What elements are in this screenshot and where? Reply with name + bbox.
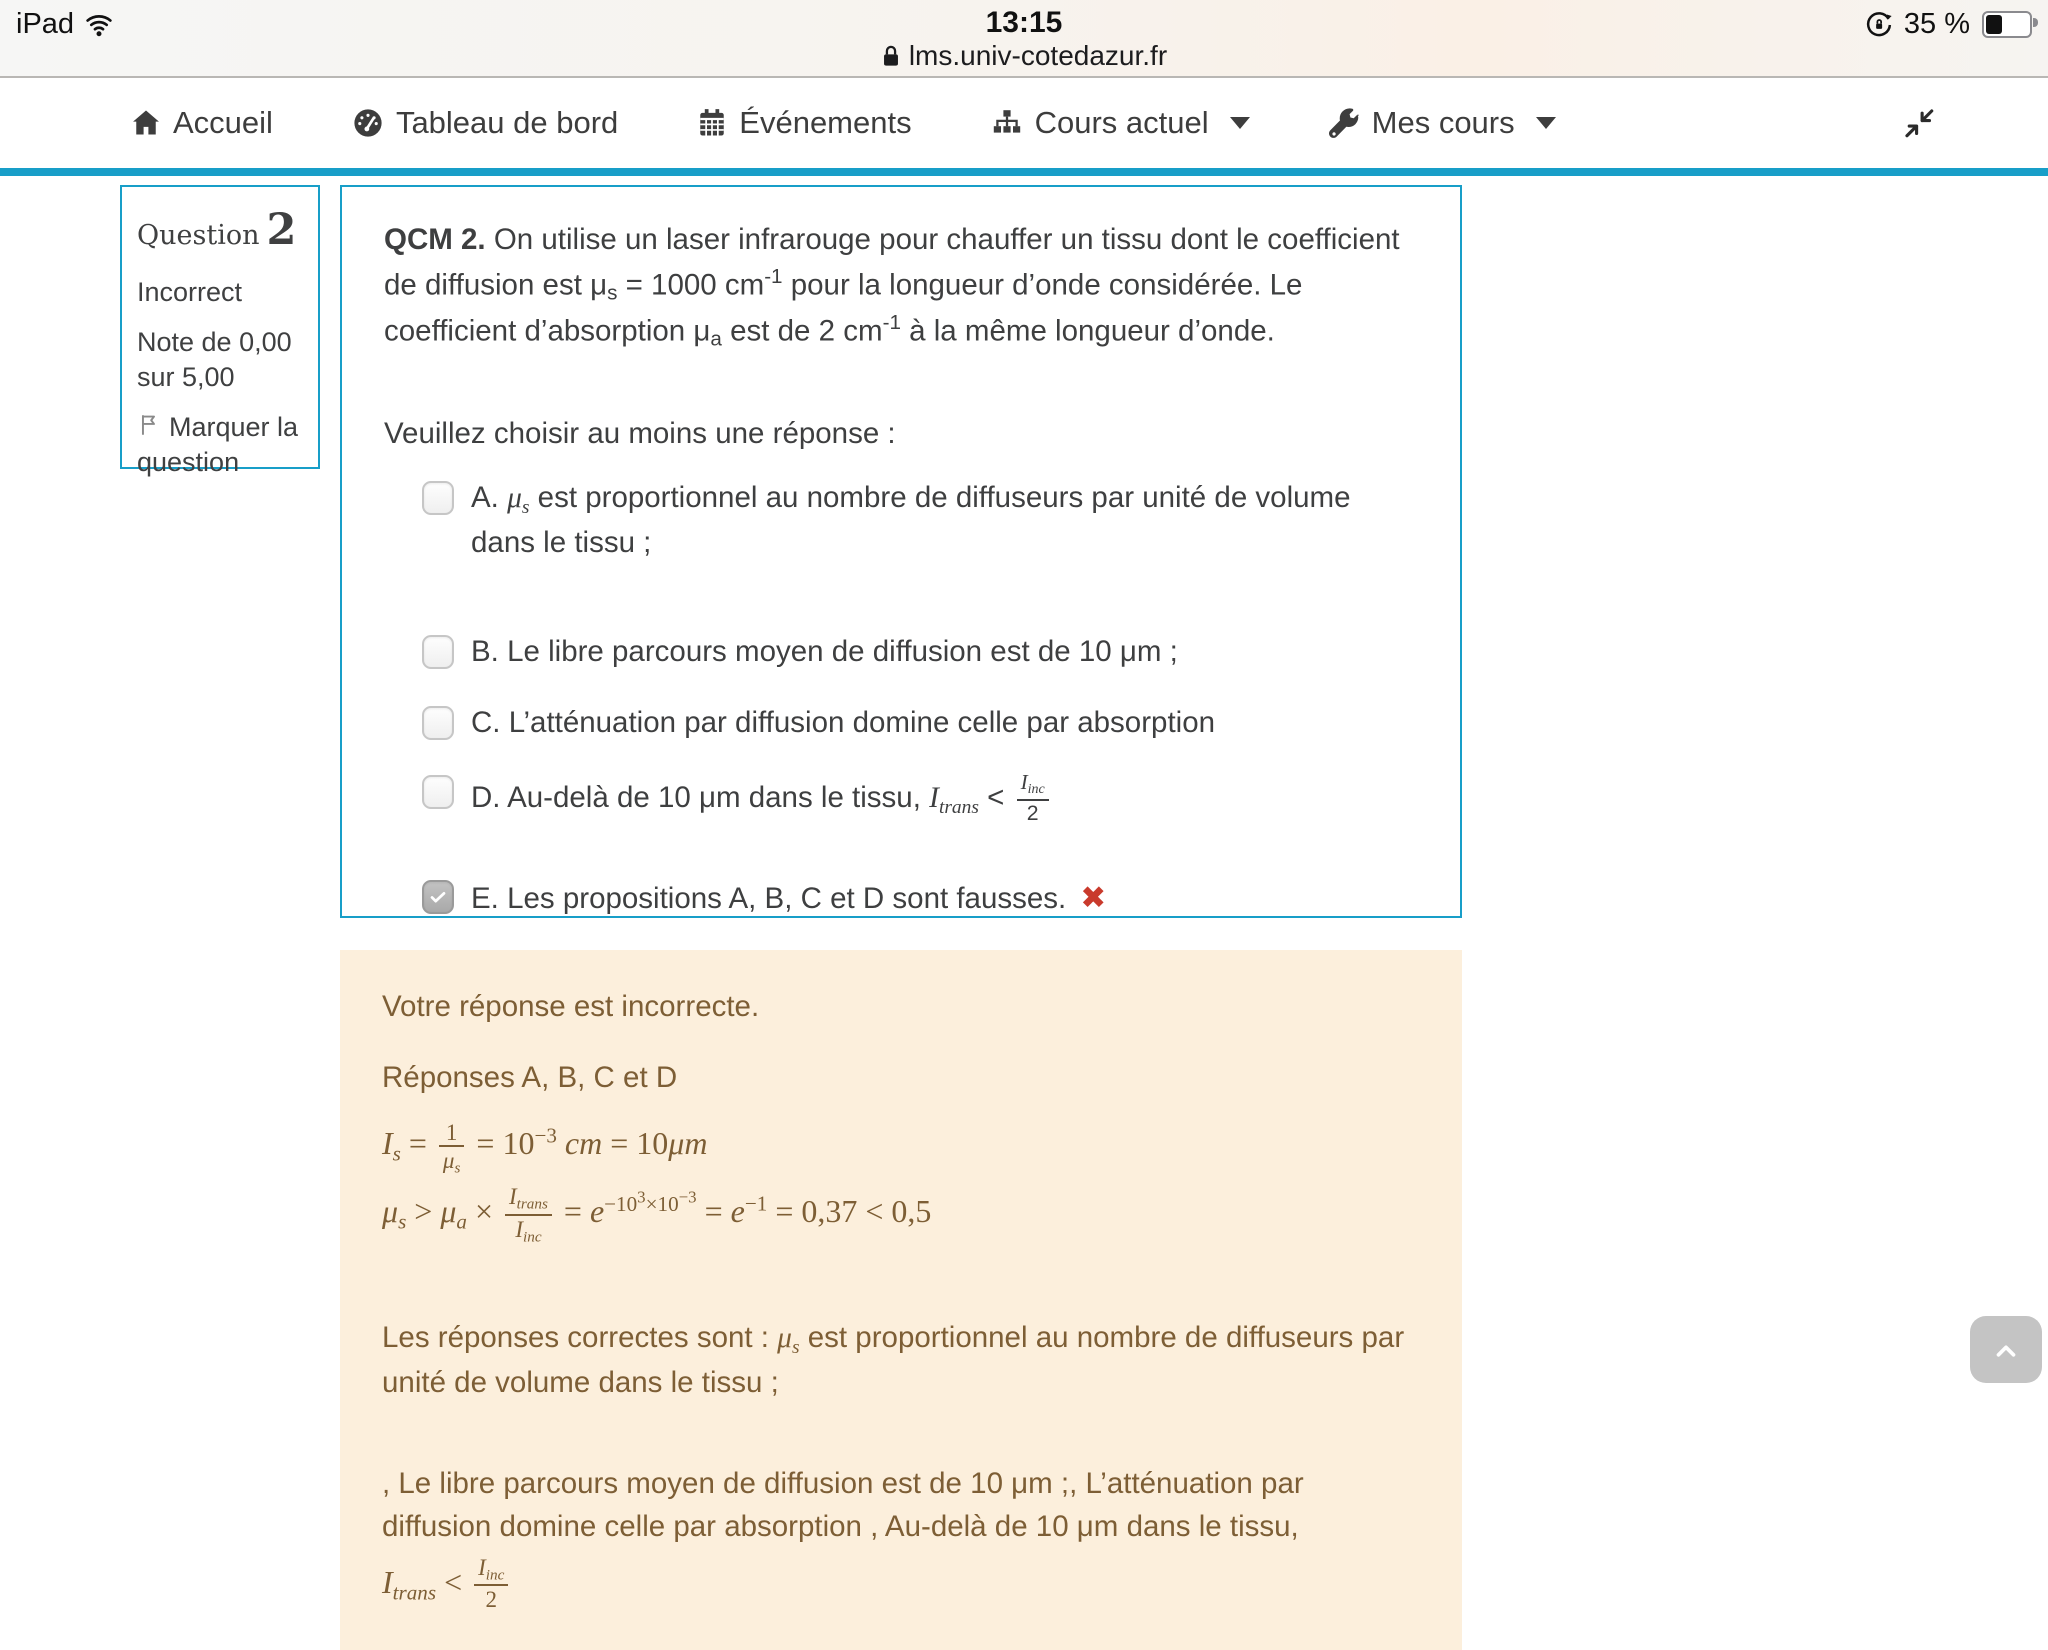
option-a-label: A. μs est proportionnel au nombre de diffuseurs par unité de volume dans le tissu ;: [471, 481, 1351, 560]
option-a[interactable]: [422, 477, 1418, 565]
option-e[interactable]: [422, 876, 1418, 921]
sitemap-icon: [990, 107, 1024, 139]
option-d[interactable]: [422, 771, 1418, 824]
question-card: [340, 185, 1462, 918]
option-e-label: E. Les propositions A, B, C et D sont fausses. ✖: [471, 879, 1107, 915]
address-bar[interactable]: [0, 40, 2048, 72]
calendar-icon: [696, 106, 728, 140]
dashboard-icon: [351, 106, 385, 140]
option-b-label: B. Le libre parcours moyen de diffusion est de 10 μm ;: [471, 635, 1178, 669]
question-number: Question 2: [137, 205, 297, 255]
lock-icon: [881, 44, 901, 68]
accent-divider: [0, 168, 2048, 176]
option-d-checkbox[interactable]: [422, 775, 454, 809]
chevron-down-icon: [1230, 117, 1250, 129]
nav-label: Événements: [739, 105, 912, 140]
answer-prompt: Veuillez choisir au moins une réponse :: [384, 416, 896, 450]
nav-item-tableau-de-bord[interactable]: [351, 105, 618, 141]
nav-item-cours-actuel[interactable]: [990, 105, 1250, 141]
rotation-lock-icon: [1864, 10, 1894, 40]
option-a-checkbox[interactable]: [422, 481, 454, 515]
battery-fill: [1986, 15, 2002, 34]
question-state: Incorrect: [137, 276, 243, 307]
feedback-answers-line: Réponses A, B, C et D: [382, 1060, 678, 1094]
battery-icon: [1982, 11, 2032, 38]
main-nav: [0, 78, 2048, 168]
feedback-formula-1: Is = $\frac{1}{\mu s}$ = $10^{-3}$ cm = 10μm: [382, 1118, 708, 1177]
option-c[interactable]: [422, 702, 1418, 745]
status-right: [1864, 8, 2032, 41]
flag-question-link[interactable]: Marquer la question: [137, 412, 299, 478]
option-b[interactable]: [422, 631, 1418, 674]
feedback-formula-2: μs > μa × $\frac{\text{Itrans}}{\text{Iinc}}$ = $e^{-10^3\times 10^{-3}} = e^{-1} = 0,37 < 0,5$: [382, 1183, 932, 1246]
status-bar: [0, 0, 2048, 78]
nav-label: Mes cours: [1371, 105, 1515, 140]
url-text: lms.univ-cotedazur.fr: [908, 40, 1168, 71]
nav-label: Accueil: [173, 105, 273, 140]
option-d-label: D. Au-delà de 10 μm dans le tissu, Itrans < $\frac{\text{Iinc}}{2}$: [471, 771, 1053, 824]
option-b-checkbox[interactable]: [422, 635, 454, 669]
question-info-card: [120, 185, 320, 478]
battery-percent: 35 %: [1903, 8, 1970, 40]
wrench-icon: [1328, 107, 1361, 140]
nav-label: Tableau de bord: [395, 105, 619, 140]
scroll-to-top-button[interactable]: [1970, 1316, 2042, 1383]
feedback-card: [340, 950, 1462, 1650]
incorrect-x-icon: ✖: [1080, 879, 1107, 915]
feedback-correct-rest: , Le libre parcours moyen de diffusion est de 10 μm ;, L’atténuation par diffusion domine celle par absorption , Au-delà de 10 μm dans le tissu,: [382, 1467, 1304, 1543]
option-c-checkbox[interactable]: [422, 706, 454, 740]
collapse-nav-icon[interactable]: [1902, 106, 1936, 140]
home-icon: [130, 107, 162, 139]
option-e-checkbox[interactable]: [422, 880, 454, 914]
option-c-label: C. L’atténuation par diffusion domine celle par absorption: [471, 705, 1216, 739]
nav-item-accueil[interactable]: [130, 105, 273, 141]
options-list: [422, 477, 1418, 920]
nav-item-evenements[interactable]: [696, 105, 911, 141]
chevron-up-icon: [1989, 1335, 2023, 1365]
question-text: QCM 2. On utilise un laser infrarouge pour chauffer un tissu dont le coefficient de diffusion est $\mu_s = 1000$ $cm^{-1}$ pour la longueur d’onde considérée. Le coefficient d’absorption $\mu_a$ est de 2 $cm^{-1}$ à la même longueur d’onde.: [384, 223, 1400, 351]
feedback-incorrect-line: Votre réponse est incorrecte.: [382, 990, 760, 1023]
chevron-down-icon: [1536, 117, 1556, 129]
question-grade: Note de 0,00 sur 5,00: [137, 326, 292, 393]
device-label: iPad: [16, 8, 75, 40]
feedback-correct-intro: Les réponses correctes sont : μs est proportionnel au nombre de diffuseurs par unité de volume dans le tissu ;: [382, 1321, 1405, 1400]
clock: 13:15: [985, 6, 1063, 39]
feedback-formula-3: Itrans < $\frac{\text{Iinc}}{2}$: [382, 1555, 1420, 1612]
nav-label: Cours actuel: [1034, 105, 1209, 140]
flag-icon: [137, 411, 163, 439]
nav-item-mes-cours[interactable]: [1328, 105, 1556, 141]
